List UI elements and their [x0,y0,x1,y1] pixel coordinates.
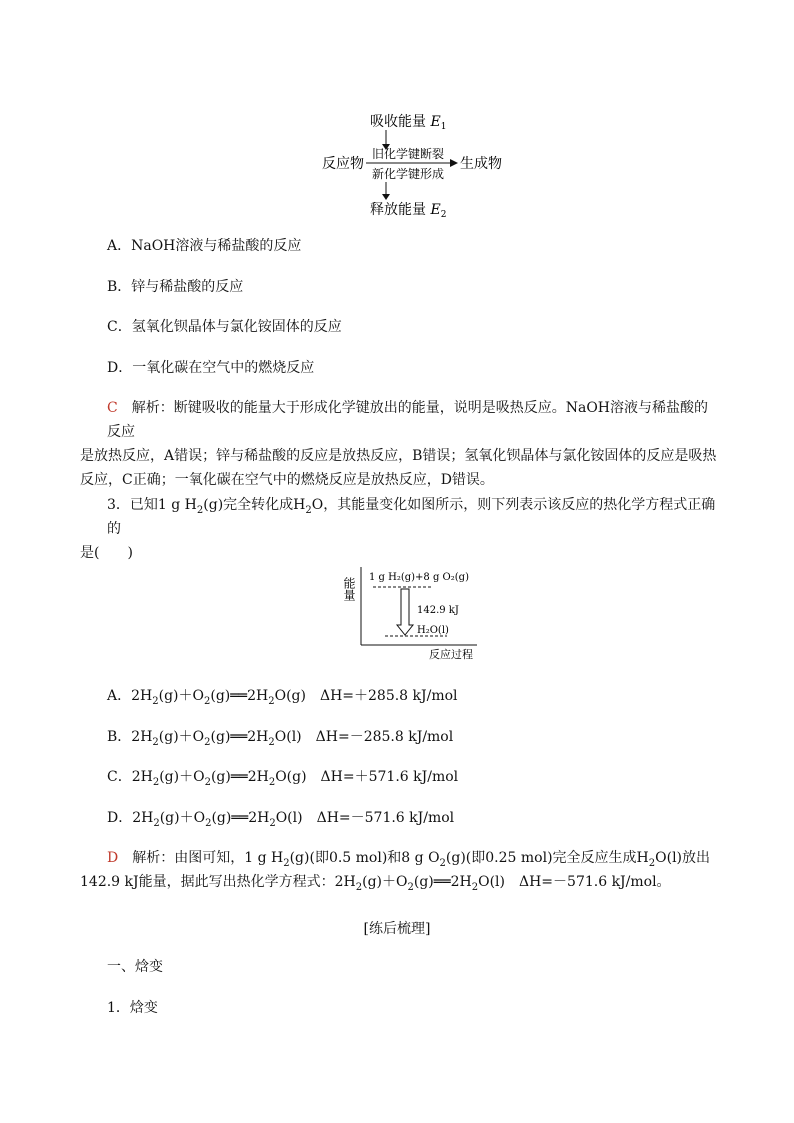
section-heading: 一、焓变 [107,959,163,975]
energy-level-diagram [342,563,485,661]
absorb-energy-label: 吸收能量 $E_1$ [370,114,447,132]
reactant-level-label: 1 g H₂(g)+8 g O₂(g) [369,572,469,583]
products-label: 生成物 [460,156,502,172]
delta-label: 142.9 kJ [417,605,459,616]
item-heading: 1．焓变 [107,1000,158,1016]
summary-heading: [练后梳理] [363,921,431,937]
q3-answer: D [107,850,119,866]
bond-break-label: 旧化学键断裂 [372,147,445,161]
q2-analysis: C 解析：断键吸收的能量大于形成化学键放出的能量，说明是吸热反应。NaOH溶液与稀盐酸的反应 是放热反应，A错误；锌与稀盐酸的反应是放热反应，B错误；氢氧化钡晶体与氯化铵固体的反应是吸热 反应，C正确；一氧化碳在空气中的燃烧反应是放热反应，D错误。 [80,400,717,488]
q2-answer: C [107,400,118,416]
x-axis-label: 反应过程 [429,648,473,661]
y-axis-label: 能量 [342,577,356,601]
q2-option-b: B．锌与稀盐酸的反应 [107,279,244,295]
q2-option-d: D．一氧化碳在空气中的燃烧反应 [107,360,315,376]
release-energy-label: 释放能量 $E_2$ [370,202,447,220]
bond-energy-diagram [300,108,520,220]
q3-stem: 3．已知1 g $H_2(g)$完全转化成$H_2O$，其能量变化如图所示，则下列表示该反应的热化学方程式正确的 是( ) [80,497,716,561]
q3-option-c: C．$2H_2(g)+O_2(g)══2H_2O(g)$ ΔH=＋571.6 kJ/mol [107,769,459,788]
q3-option-d: D．$2H_2(g)+O_2(g)══2H_2O(l)$ ΔH=－571.6 kJ/mol [107,810,455,829]
q3-option-a: A．$2H_2(g)+O_2(g)══2H_2O(g)$ ΔH=＋285.8 kJ/mol [107,688,458,707]
reactants-label: 反应物 [322,156,364,172]
bond-form-label: 新化学键形成 [372,167,445,181]
q2-option-c: C．氢氧化钡晶体与氯化铵固体的反应 [107,319,342,335]
product-level-label: H₂O(l) [417,625,449,636]
q3-option-b: B．$2H_2(g)+O_2(g)══2H_2O(l)$ ΔH=－285.8 kJ/mol [107,729,454,748]
q3-analysis: D 解析：由图可知，1 g $H_2(g)$(即0.5 mol)和8 g $O_2(g)$(即0.25 mol)完全反应生成$H_2O(l)$放出 142.9 kJ能量，据此写出热化学方程式：$2H_2(g)+O_2(g)══2H_2O(l)$ ΔH=－571.6 kJ/mol。 [80,850,711,893]
q2-option-a: A．NaOH溶液与稀盐酸的反应 [107,238,302,254]
